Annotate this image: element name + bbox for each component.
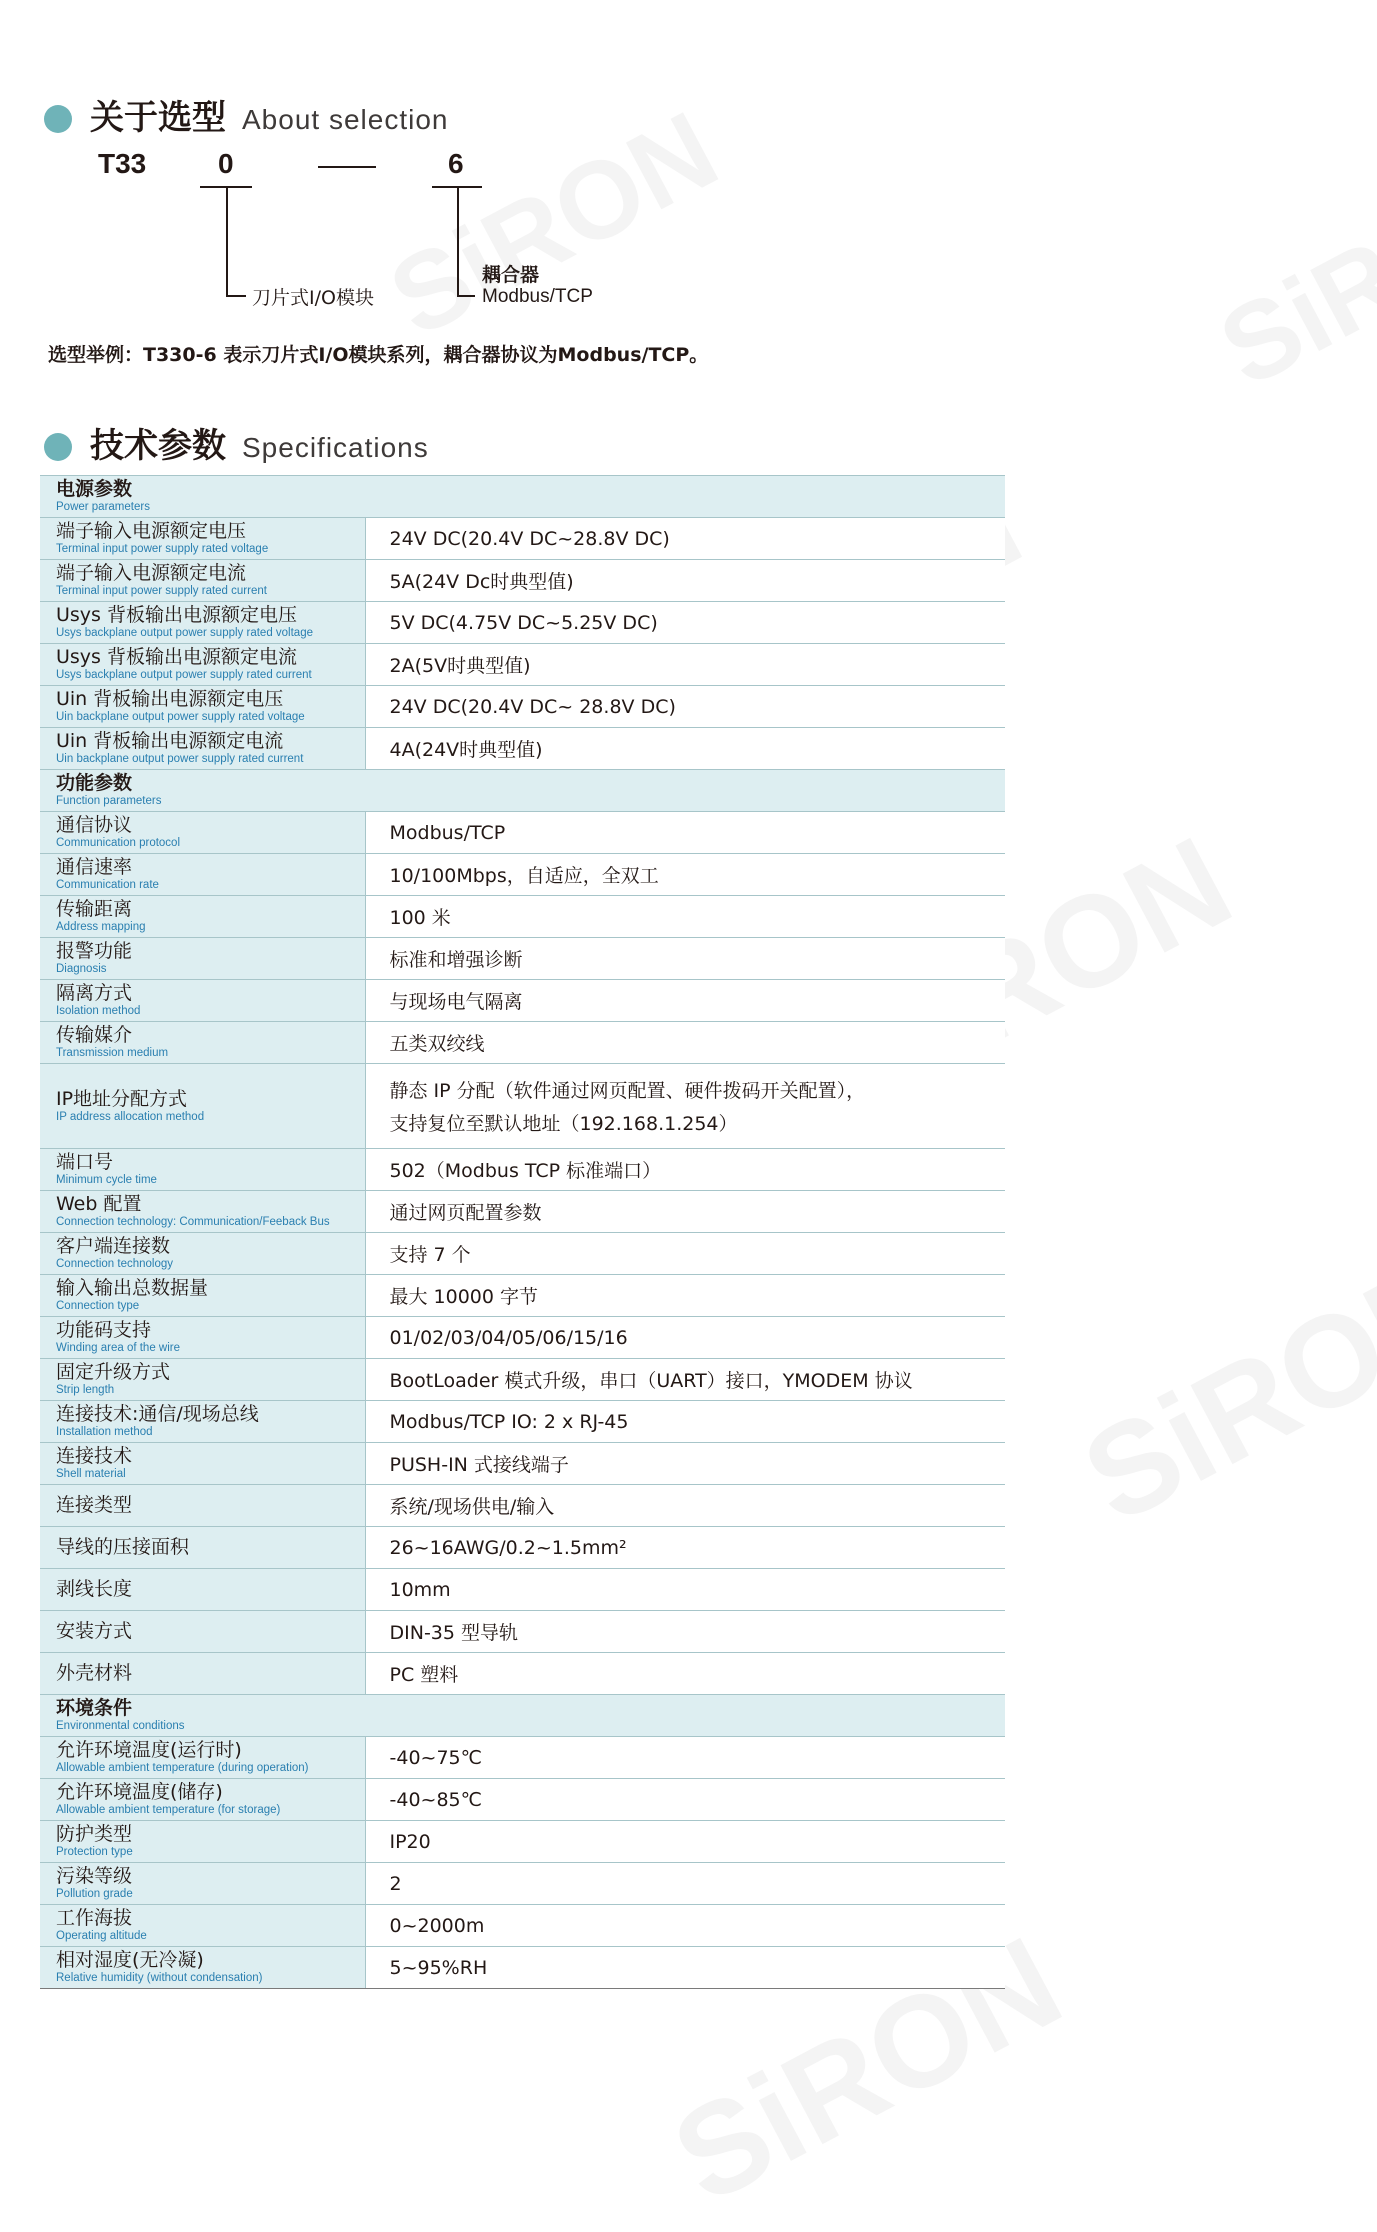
- spec-key-en: Uin backplane output power supply rated current: [56, 753, 304, 765]
- spec-key-en: Operating altitude: [56, 1930, 147, 1942]
- specs-title-zh: 技术参数: [90, 426, 226, 466]
- spec-value-text: 5V DC(4.75V DC~5.25V DC): [389, 611, 658, 634]
- spec-value-text: Modbus/TCP IO: 2 x RJ-45: [389, 1410, 629, 1433]
- spec-key: [40, 560, 365, 602]
- spec-key-zh: 污染等级: [56, 1865, 133, 1887]
- spec-value-text: 10/100Mbps，自适应，全双工: [389, 865, 659, 887]
- spec-row: [40, 812, 1005, 854]
- spec-key-en: Address mapping: [56, 921, 146, 933]
- spec-key: [40, 1527, 365, 1569]
- spec-value: [365, 1149, 1005, 1191]
- spec-row: [40, 938, 1005, 980]
- spec-row: [40, 1947, 1005, 1989]
- spec-key-zh: 连接技术:通信/现场总线: [56, 1403, 259, 1425]
- leader-suffix-tick: [457, 295, 475, 297]
- spec-key-zh: IP地址分配方式: [56, 1087, 188, 1110]
- spec-value-text: 2: [389, 1872, 402, 1895]
- spec-key-en: Usys backplane output power supply rated current: [56, 669, 312, 681]
- spec-key-en: Communication rate: [56, 879, 159, 891]
- spec-key-zh: 隔离方式: [56, 982, 133, 1004]
- spec-value-text: 五类双绞线: [389, 1033, 485, 1055]
- spec-value: [365, 1611, 1005, 1653]
- spec-row: [40, 1275, 1005, 1317]
- spec-key-en: Uin backplane output power supply rated voltage: [56, 711, 305, 723]
- spec-key: [40, 686, 365, 728]
- spec-value-text: 24V DC(20.4V DC~ 28.8V DC): [389, 695, 676, 718]
- spec-value: [365, 728, 1005, 770]
- spec-value: [365, 1905, 1005, 1947]
- selection-example: 选型举例：T330-6 表示刀片式I/O模块系列，耦合器协议为Modbus/TCP。: [48, 344, 709, 366]
- spec-value: [365, 1233, 1005, 1275]
- spec-row: [40, 1485, 1005, 1527]
- spec-value: [365, 1443, 1005, 1485]
- spec-group-row: [40, 770, 1005, 812]
- spec-group-row: [40, 1695, 1005, 1737]
- selection-heading: [44, 90, 448, 139]
- spec-key-en: Terminal input power supply rated voltage: [56, 543, 269, 555]
- spec-key-zh: 外壳材料: [56, 1662, 133, 1684]
- leader-suffix: [457, 186, 459, 296]
- spec-group-title: 电源参数: [56, 478, 133, 500]
- spec-key-en: Connection technology: [56, 1258, 173, 1270]
- spec-value: [365, 1653, 1005, 1695]
- spec-key-en: Shell material: [56, 1468, 126, 1480]
- spec-key-zh: 连接类型: [56, 1494, 133, 1516]
- spec-row: [40, 1317, 1005, 1359]
- label-coupler-en: Modbus/TCP: [482, 286, 593, 307]
- spec-key-zh: 输入输出总数据量: [56, 1277, 209, 1299]
- spec-key: [40, 1233, 365, 1275]
- spec-key-zh: Usys 背板输出电源额定电压: [56, 604, 297, 626]
- spec-group-subtitle: Power parameters: [56, 501, 150, 513]
- spec-value-text: 5~95%RH: [389, 1956, 488, 1979]
- spec-key-zh: Uin 背板输出电源额定电流: [56, 730, 284, 752]
- spec-key-zh: 传输距离: [56, 898, 133, 920]
- leader-digit: [226, 186, 228, 296]
- spec-key-en: Installation method: [56, 1426, 153, 1438]
- spec-key-zh: 允许环境温度(运行时): [56, 1739, 242, 1761]
- spec-key-en: Connection type: [56, 1300, 140, 1312]
- spec-value-text: 2A(5V时典型值): [389, 655, 531, 677]
- spec-value: [365, 1863, 1005, 1905]
- spec-value: [365, 896, 1005, 938]
- watermark: [1060, 1227, 1377, 1553]
- spec-key: [40, 728, 365, 770]
- leader-digit-tick: [226, 295, 246, 297]
- spec-value-text: 支持 7 个: [389, 1244, 471, 1266]
- spec-key-zh: 端子输入电源额定电流: [56, 562, 247, 584]
- spec-value: [365, 1737, 1005, 1779]
- spec-key: [40, 1737, 365, 1779]
- spec-key: [40, 1863, 365, 1905]
- spec-key: [40, 854, 365, 896]
- spec-row: [40, 1022, 1005, 1064]
- spec-key-zh: 端子输入电源额定电压: [56, 520, 247, 542]
- spec-key-zh: 报警功能: [56, 940, 133, 962]
- spec-key-zh: Web 配置: [56, 1193, 142, 1215]
- spec-row: [40, 644, 1005, 686]
- code-dash: [318, 166, 376, 168]
- spec-key-en: Relative humidity (without condensation): [56, 1972, 263, 1984]
- spec-key: [40, 1821, 365, 1863]
- code-prefix: T33: [98, 148, 147, 179]
- spec-value: [365, 686, 1005, 728]
- spec-value-text: 标准和增强诊断: [389, 949, 523, 971]
- spec-key-en: Terminal input power supply rated current: [56, 585, 267, 597]
- spec-key: [40, 1905, 365, 1947]
- code-digit: 0: [218, 148, 234, 179]
- selection-title-zh: 关于选型: [90, 98, 226, 138]
- spec-value: [365, 938, 1005, 980]
- spec-group-row: [40, 476, 1005, 518]
- spec-key: [40, 938, 365, 980]
- spec-row: [40, 1527, 1005, 1569]
- spec-row: [40, 1611, 1005, 1653]
- spec-key-zh: 防护类型: [56, 1823, 133, 1845]
- spec-row: [40, 1191, 1005, 1233]
- spec-row: [40, 1233, 1005, 1275]
- spec-key-en: Allowable ambient temperature (during operation): [56, 1762, 309, 1774]
- spec-value: [365, 1064, 1005, 1149]
- spec-key: [40, 1359, 365, 1401]
- spec-row: [40, 1779, 1005, 1821]
- spec-value-text: PUSH-IN 式接线端子: [389, 1454, 569, 1476]
- spec-row: [40, 1401, 1005, 1443]
- spec-key-zh: 固定升级方式: [56, 1361, 171, 1383]
- spec-key: [40, 812, 365, 854]
- spec-key: [40, 1275, 365, 1317]
- spec-key-en: Communication protocol: [56, 837, 181, 849]
- spec-row: [40, 1064, 1005, 1149]
- spec-value-text: 0~2000m: [389, 1914, 485, 1937]
- spec-key-en: Isolation method: [56, 1005, 141, 1017]
- spec-key: [40, 1401, 365, 1443]
- spec-value-text: -40~75℃: [389, 1746, 482, 1769]
- spec-key-zh: 通信协议: [56, 814, 133, 836]
- spec-value-text: 系统/现场供电/输入: [389, 1496, 555, 1518]
- watermark: [1200, 136, 1377, 412]
- label-module: 刀片式I/O模块: [252, 287, 374, 309]
- spec-value: [365, 560, 1005, 602]
- spec-key-zh: 连接技术: [56, 1445, 133, 1467]
- spec-row: [40, 1905, 1005, 1947]
- spec-row: [40, 686, 1005, 728]
- spec-value-text: 通过网页配置参数: [389, 1202, 542, 1224]
- spec-value-text-2: 支持复位至默认地址（192.168.1.254）: [389, 1113, 738, 1135]
- spec-value-text: PC 塑料: [389, 1664, 459, 1686]
- spec-row: [40, 980, 1005, 1022]
- spec-key: [40, 1064, 365, 1149]
- selection-title-en: About selection: [242, 104, 449, 135]
- spec-value: [365, 1401, 1005, 1443]
- specs-heading: [44, 418, 429, 467]
- spec-key: [40, 1569, 365, 1611]
- spec-value-text: Modbus/TCP: [389, 821, 506, 844]
- spec-key: [40, 1022, 365, 1064]
- spec-row: [40, 518, 1005, 560]
- spec-row: [40, 1149, 1005, 1191]
- spec-row: [40, 854, 1005, 896]
- spec-row: [40, 896, 1005, 938]
- spec-key-en: Diagnosis: [56, 963, 107, 975]
- spec-key: [40, 644, 365, 686]
- spec-value-text: 01/02/03/04/05/06/15/16: [389, 1326, 628, 1349]
- spec-value: [365, 644, 1005, 686]
- spec-value: [365, 1779, 1005, 1821]
- spec-value: [365, 1821, 1005, 1863]
- spec-key: [40, 518, 365, 560]
- spec-key-en: Pollution grade: [56, 1888, 133, 1900]
- spec-key: [40, 980, 365, 1022]
- spec-value-text: 4A(24V时典型值): [389, 739, 543, 761]
- spec-value-text: BootLoader 模式升级，串口（UART）接口，YMODEM 协议: [389, 1370, 913, 1392]
- spec-value: [365, 1191, 1005, 1233]
- spec-key: [40, 1149, 365, 1191]
- spec-key: [40, 1317, 365, 1359]
- spec-value-text: IP20: [389, 1830, 431, 1853]
- spec-group-subtitle: Environmental conditions: [56, 1720, 185, 1732]
- spec-key: [40, 602, 365, 644]
- spec-value-text: 10mm: [389, 1578, 451, 1601]
- spec-key-zh: 通信速率: [56, 856, 133, 878]
- spec-value-text: 100 米: [389, 907, 451, 929]
- spec-row: [40, 1821, 1005, 1863]
- spec-value: [365, 1317, 1005, 1359]
- spec-key-zh: 安装方式: [56, 1620, 133, 1642]
- spec-key-zh: Uin 背板输出电源额定电压: [56, 688, 284, 710]
- spec-value-text: 5A(24V Dc时典型值): [389, 571, 574, 593]
- spec-key-zh: 工作海拔: [56, 1907, 133, 1929]
- spec-row: [40, 1737, 1005, 1779]
- spec-key-zh: 传输媒介: [56, 1024, 133, 1046]
- spec-value: [365, 1527, 1005, 1569]
- code-suffix: 6: [448, 148, 464, 179]
- spec-value: [365, 1947, 1005, 1989]
- spec-value-text: 最大 10000 字节: [389, 1286, 539, 1308]
- spec-key: [40, 1947, 365, 1989]
- spec-value-text: 静态 IP 分配（软件通过网页配置、硬件拨码开关配置），: [389, 1080, 866, 1102]
- spec-value: [365, 602, 1005, 644]
- spec-key-en: Transmission medium: [56, 1047, 169, 1059]
- spec-key-zh: 允许环境温度(储存): [56, 1781, 223, 1803]
- spec-key: [40, 896, 365, 938]
- spec-key-en: Protection type: [56, 1846, 133, 1858]
- spec-key-zh: 剥线长度: [56, 1578, 133, 1600]
- section-bullet-icon: [44, 105, 72, 133]
- spec-key-zh: 相对湿度(无冷凝): [56, 1949, 204, 1971]
- spec-row: [40, 560, 1005, 602]
- spec-key-en: Strip length: [56, 1384, 115, 1396]
- spec-value: [365, 1485, 1005, 1527]
- spec-value: [365, 1569, 1005, 1611]
- spec-key: [40, 1611, 365, 1653]
- spec-value-text: DIN-35 型导轨: [389, 1622, 519, 1644]
- spec-value: [365, 854, 1005, 896]
- spec-key: [40, 1653, 365, 1695]
- spec-key-en: IP address allocation method: [56, 1110, 205, 1123]
- spec-key-en: Usys backplane output power supply rated voltage: [56, 627, 313, 639]
- label-coupler-zh: 耦合器: [482, 264, 540, 286]
- spec-key-en: Winding area of the wire: [56, 1342, 181, 1354]
- spec-row: [40, 1443, 1005, 1485]
- spec-row: [40, 728, 1005, 770]
- spec-group-subtitle: Function parameters: [56, 795, 162, 807]
- specs-title-en: Specifications: [242, 432, 429, 463]
- spec-key: [40, 1191, 365, 1233]
- spec-value: [365, 1275, 1005, 1317]
- spec-value: [365, 1022, 1005, 1064]
- spec-value-text: 24V DC(20.4V DC~28.8V DC): [389, 527, 670, 550]
- section-bullet-icon: [44, 433, 72, 461]
- spec-key-en: Allowable ambient temperature (for storage): [56, 1804, 281, 1816]
- spec-value: [365, 980, 1005, 1022]
- spec-value: [365, 518, 1005, 560]
- spec-key-zh: 端口号: [56, 1151, 114, 1173]
- spec-key-en: Connection technology: Communication/Feeback Bus: [56, 1216, 330, 1228]
- spec-key-zh: Usys 背板输出电源额定电流: [56, 646, 297, 668]
- spec-value-text: 26~16AWG/0.2~1.5mm²: [389, 1536, 627, 1559]
- spec-value: [365, 812, 1005, 854]
- spec-row: [40, 1359, 1005, 1401]
- spec-key: [40, 1443, 365, 1485]
- spec-key-zh: 功能码支持: [56, 1319, 152, 1341]
- spec-row: [40, 1653, 1005, 1695]
- spec-value-text: -40~85℃: [389, 1788, 482, 1811]
- specs-table: [40, 475, 1005, 1989]
- spec-value-text: 502（Modbus TCP 标准端口）: [389, 1160, 662, 1182]
- spec-value-text: 与现场电气隔离: [389, 991, 523, 1013]
- spec-row: [40, 1863, 1005, 1905]
- spec-key-zh: 客户端连接数: [56, 1235, 171, 1257]
- spec-key: [40, 1485, 365, 1527]
- spec-key-zh: 导线的压接面积: [56, 1536, 190, 1558]
- spec-key: [40, 1779, 365, 1821]
- spec-group-title: 功能参数: [56, 772, 133, 794]
- spec-row: [40, 1569, 1005, 1611]
- spec-value: [365, 1359, 1005, 1401]
- spec-row: [40, 602, 1005, 644]
- spec-group-title: 环境条件: [56, 1697, 133, 1719]
- spec-key-en: Minimum cycle time: [56, 1174, 157, 1186]
